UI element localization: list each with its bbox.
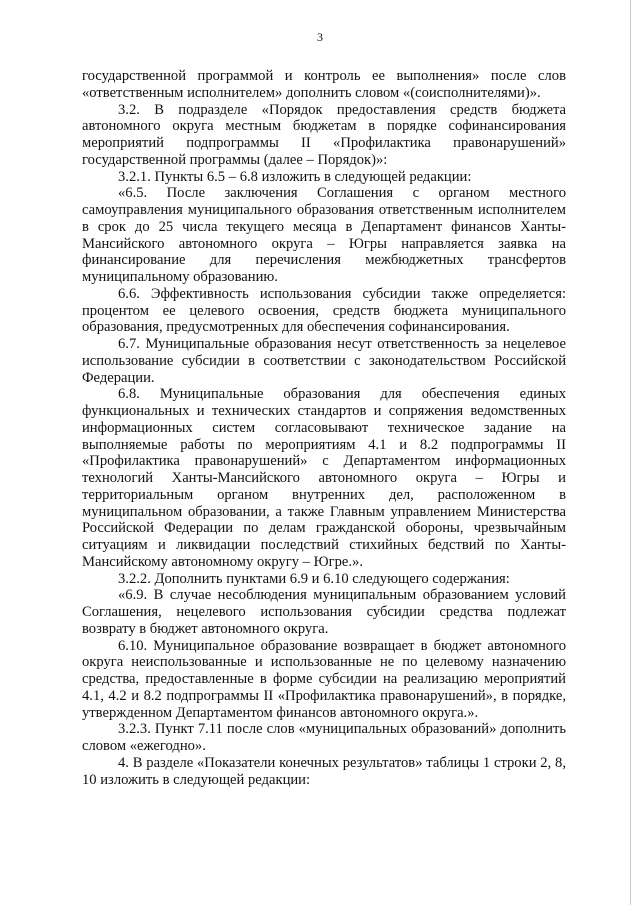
page-edge-line — [630, 0, 631, 905]
paragraph: 6.10. Муниципальное образование возвращает в бюджет автономного округа неиспользованные и использованные не по целевому назначению средства, предоставленные в форме субсидии на реализацию мероприятий 4.1, 4.2 и 8.2 подпрограммы II «Профилактика правонарушений», в порядке, утвержденном Департаментом финансов автономного округа.». — [82, 637, 566, 721]
paragraph: 6.6. Эффективность использования субсидии также определяется: процентом ее целевого освоения, средств бюджета муниципального образования, предусмотренных для обеспечения софинансирования. — [82, 285, 566, 336]
paragraph: 3.2.2. Дополнить пунктами 6.9 и 6.10 следующего содержания: — [118, 570, 510, 587]
document-body — [82, 68, 566, 788]
paragraph: 3.2.3. Пункт 7.11 после слов «муниципальных образований» дополнить словом «ежегодно». — [82, 721, 566, 754]
paragraph: 3.2.1. Пункты 6.5 – 6.8 изложить в следующей редакции: — [118, 168, 472, 185]
paragraph: «6.5. После заключения Соглашения с органом местного самоуправления муниципального образования ответственным исполнителем в срок до 25 числа текущего месяца в Департамент финансов Ханты-Мансийского автономного округа – Югры направляется заявка на финансирование для перечисления межбюджетных трансфертов муниципальному образованию. — [82, 185, 566, 285]
paragraph: 6.8. Муниципальные образования для обеспечения единых функциональных и технических стандартов и сопряжения ведомственных информационных систем согласовывают техническое задание на выполняемые работы по мероприятиям 4.1 и 8.2 подпрограммы II «Профилактика правонарушений» с Департаментом информационных технологий Ханты-Мансийского автономного округа – Югры и территориальным органом внутренних дел, расположенном в муниципальном образовании, а также Главным управлением Министерства Российской Федерации по делам гражданской обороны, чрезвычайным ситуациям и ликвидации последствий стихийных бедствий по Ханты-Мансийскому автономному округу – Югре.». — [82, 386, 566, 570]
paragraph: 4. В разделе «Показатели конечных результатов» таблицы 1 строки 2, 8, 10 изложить в следующей редакции: — [82, 754, 566, 788]
paragraph: 3.2. В подразделе «Порядок предоставления средств бюджета автономного округа местным бюджетам в порядке софинансирования мероприятий подпрограммы II «Профилактика правонарушений» государственной программы (далее – Порядок)»: — [82, 101, 566, 168]
paragraph: государственной программой и контроль ее выполнения» после слов «ответственным исполнителем» дополнить словом «(соисполнителями)». — [82, 68, 566, 101]
page-number: 3 — [317, 30, 323, 44]
paragraph: 6.7. Муниципальные образования несут ответственность за нецелевое использование субсидии в соответствии с законодательством Российской Федерации. — [82, 336, 566, 386]
paragraph: «6.9. В случае несоблюдения муниципальным образованием условий Соглашения, нецелевого использования субсидии средства подлежат возврату в бюджет автономного округа. — [82, 587, 566, 637]
